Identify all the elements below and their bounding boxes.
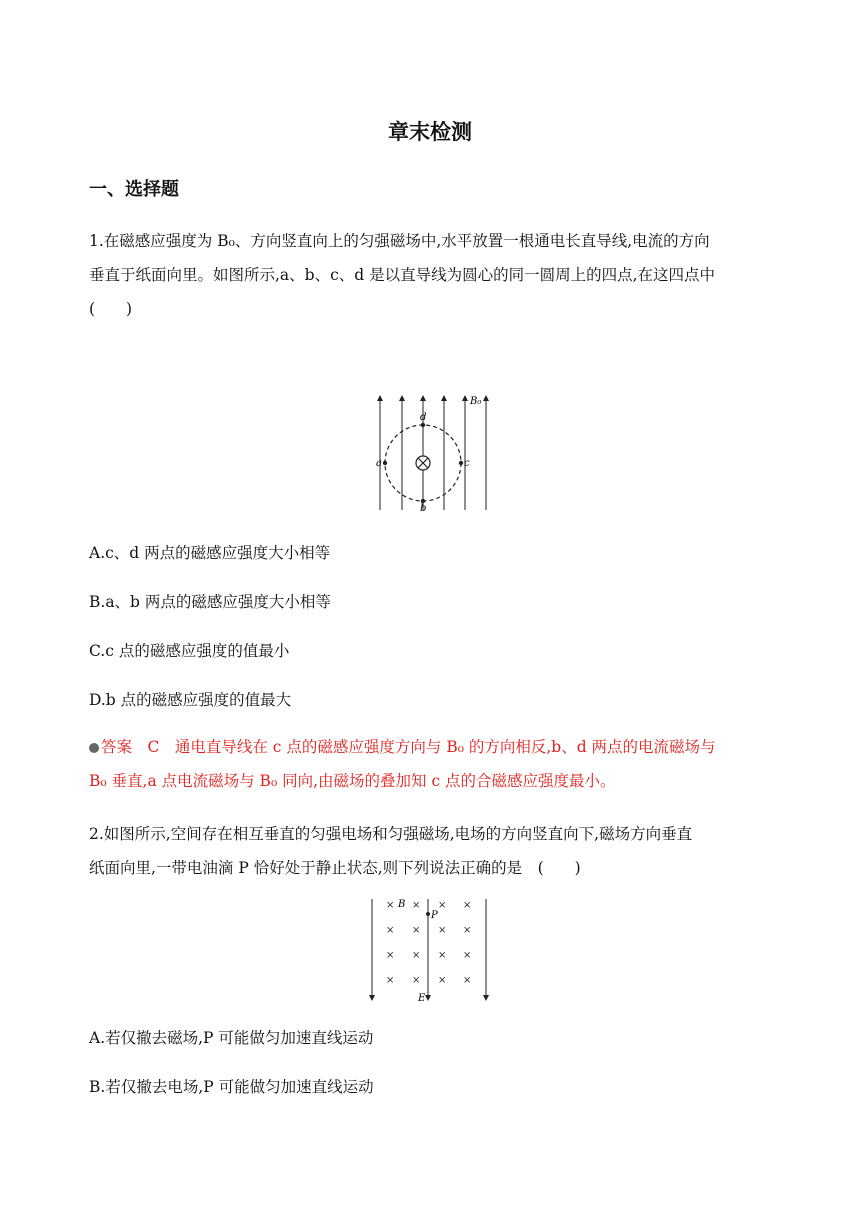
q1-option-b: B.a、b 两点的磁感应强度大小相等 — [89, 593, 331, 611]
label-e: E — [418, 993, 426, 1004]
q1-stem-line-3: ( ) — [89, 300, 133, 318]
label-p: P — [431, 910, 438, 921]
q2-stem-line-1: 2.如图所示,空间存在相互垂直的匀强电场和匀强磁场,电场的方向竖直向下,磁场方向垂直 — [89, 825, 693, 843]
label-a: a — [376, 458, 382, 469]
q1-magnetic-field-figure — [370, 393, 510, 513]
q1-answer-line-2: B₀ 垂直,a 点电流磁场与 B₀ 同向,由磁场的叠加知 c 点的合磁感应强度最小。 — [89, 772, 616, 790]
section-heading: 一、选择题 — [89, 179, 179, 200]
q1-option-c: C.c 点的磁感应强度的值最小 — [89, 642, 290, 660]
q1-option-a: A.c、d 两点的磁感应强度大小相等 — [89, 544, 331, 562]
page-title: 章末检测 — [388, 120, 472, 144]
point-a — [383, 461, 387, 465]
cross: × — [386, 925, 395, 936]
current-into-page-symbol — [416, 456, 430, 470]
q1-option-d: D.b 点的磁感应强度的值最大 — [89, 691, 292, 709]
q1-answer-line-1 — [89, 731, 779, 764]
cross: × — [438, 900, 447, 911]
cross: × — [386, 900, 395, 911]
cross: × — [438, 975, 447, 986]
q2-option-a: A.若仅撤去磁场,P 可能做匀加速直线运动 — [89, 1029, 374, 1047]
label-c: c — [464, 458, 470, 469]
cross: × — [438, 925, 447, 936]
label-d: d — [420, 412, 427, 423]
cross: × — [412, 950, 421, 961]
label-b: b — [420, 503, 427, 513]
cross: × — [463, 925, 472, 936]
q1-answer-text-1: 答案 C 通电直导线在 c 点的磁感应强度方向与 B₀ 的方向相反,b、d 两点的电流磁场与 — [101, 738, 716, 756]
q2-field-figure — [365, 896, 495, 1006]
answer-bullet-icon — [89, 743, 99, 753]
label-b0: B₀ — [470, 396, 482, 407]
cross: × — [386, 975, 395, 986]
cross: × — [463, 950, 472, 961]
q2-stem-line-2: 纸面向里,一带电油滴 P 恰好处于静止状态,则下列说法正确的是 ( ) — [89, 859, 581, 877]
q1-stem-line-2: 垂直于纸面向里。如图所示,a、b、c、d 是以直导线为圆心的同一圆周上的四点,在这四点中 — [89, 266, 716, 284]
cross: × — [438, 950, 447, 961]
label-b: B — [398, 899, 406, 910]
point-c — [459, 461, 463, 465]
cross: × — [412, 900, 421, 911]
q1-stem-line-1: 1.在磁感应强度为 B₀、方向竖直向上的匀强磁场中,水平放置一根通电长直导线,电流的方向 — [89, 232, 710, 250]
cross: × — [463, 975, 472, 986]
q2-option-b: B.若仅撤去电场,P 可能做匀加速直线运动 — [89, 1078, 374, 1096]
cross: × — [463, 900, 472, 911]
oil-drop-p — [426, 912, 430, 916]
point-d — [421, 423, 425, 427]
cross: × — [386, 950, 395, 961]
cross: × — [412, 975, 421, 986]
cross: × — [412, 925, 421, 936]
